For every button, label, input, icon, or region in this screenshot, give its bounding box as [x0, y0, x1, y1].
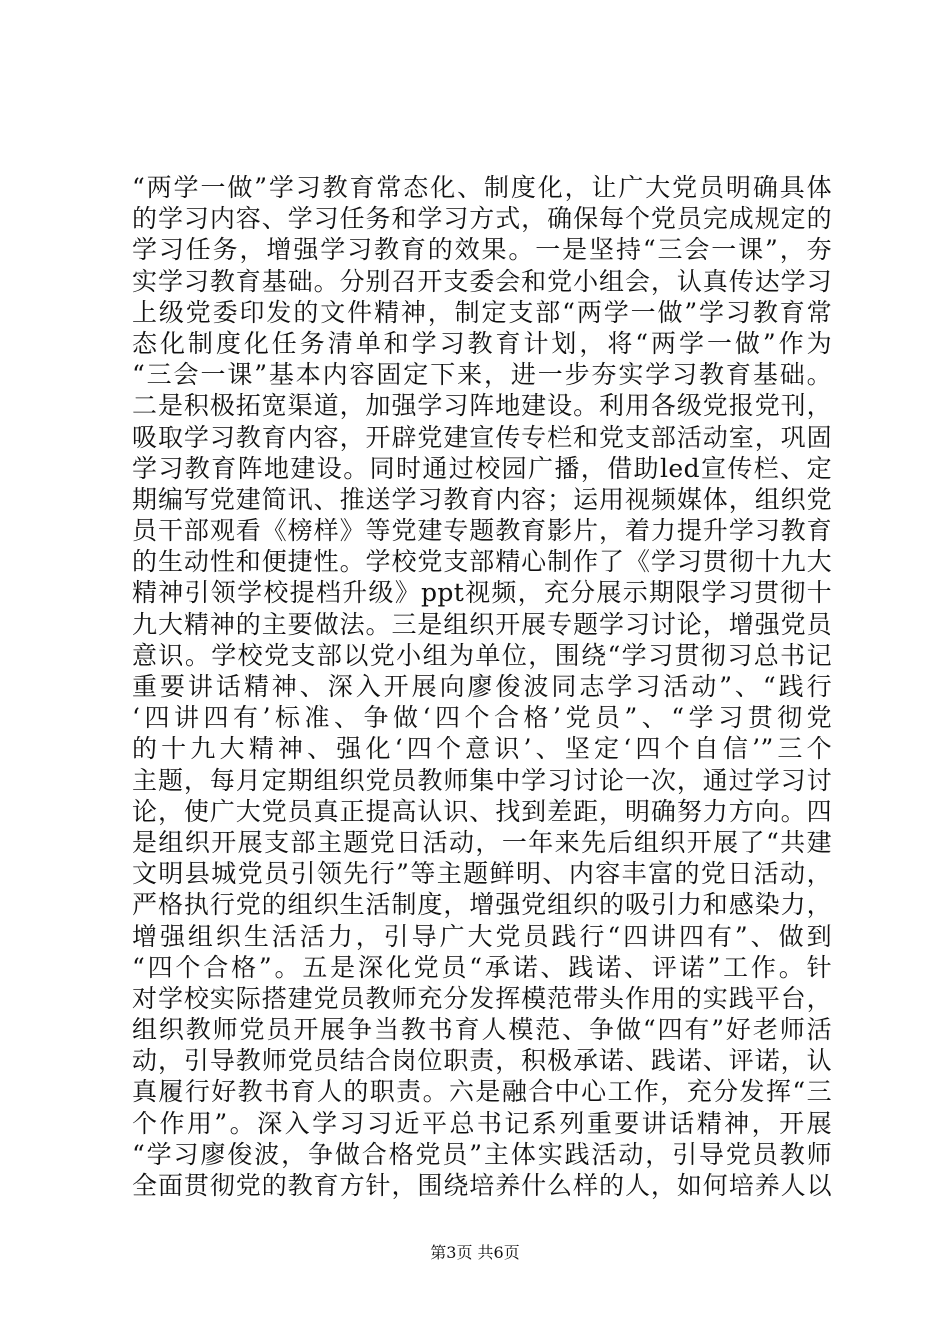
text-line: 学习教育阵地建设。同时通过校园广播，借助led宣传栏、定 — [132, 453, 832, 483]
text-line: 的学习内容、学习任务和学习方式，确保每个党员完成规定的 — [132, 204, 832, 234]
text-line: 真履行好教书育人的职责。六是融合中心工作，充分发挥“三 — [132, 1077, 832, 1107]
text-line: 员干部观看《榜样》等党建专题教育影片，着力提升学习教育 — [132, 516, 832, 546]
text-line: “三会一课”基本内容固定下来，进一步夯实学习教育基础。 — [132, 360, 832, 390]
text-line: 对学校实际搭建党员教师充分发挥模范带头作用的实践平台， — [132, 983, 832, 1013]
text-line: 吸取学习教育内容，开辟党建宣传专栏和党支部活动室，巩固 — [132, 422, 832, 452]
text-line: “四个合格”。五是深化党员“承诺、践诺、评诺”工作。针 — [132, 952, 832, 982]
body-paragraph — [132, 172, 832, 1201]
text-line: 二是积极拓宽渠道，加强学习阵地建设。利用各级党报党刊， — [132, 391, 832, 421]
text-line: 动，引导教师党员结合岗位职责，积极承诺、践诺、评诺，认 — [132, 1046, 832, 1076]
text-line: 重要讲话精神、深入开展向廖俊波同志学习活动”、“践行 — [132, 672, 832, 701]
text-line: 九大精神的主要做法。三是组织开展专题学习讨论，增强党员 — [132, 609, 832, 639]
text-line: 意识。学校党支部以党小组为单位，围绕“学习贯彻习总书记 — [132, 640, 832, 670]
text-line: “两学一做”学习教育常态化、制度化，让广大党员明确具体 — [132, 173, 832, 202]
text-line: 是组织开展支部主题党日活动，一年来先后组织开展了“共建 — [132, 827, 832, 857]
text-line: 全面贯彻党的教育方针，围绕培养什么样的人，如何培养人以 — [132, 1171, 832, 1200]
text-line: 组织教师党员开展争当教书育人模范、争做“四有”好老师活 — [132, 1015, 832, 1045]
page-number-footer: 第3页 共6页 — [430, 1243, 520, 1262]
text-line: 的十九大精神、强化‘四个意识’、坚定‘四个自信’”三个 — [132, 734, 832, 764]
text-line: 个作用”。深入学习习近平总书记系列重要讲话精神，开展 — [132, 1108, 832, 1138]
text-line: 增强组织生活活力，引导广大党员践行“四讲四有”、做到 — [132, 921, 832, 951]
text-line: 论，使广大党员真正提高认识、找到差距，明确努力方向。四 — [132, 796, 832, 826]
text-line: ‘四讲四有’标准、争做‘四个合格’党员”、“学习贯彻党 — [132, 703, 832, 733]
text-line: 期编写党建简讯、推送学习教育内容；运用视频媒体，组织党 — [132, 484, 832, 514]
text-line: 实学习教育基础。分别召开支委会和党小组会，认真传达学习 — [132, 266, 832, 296]
text-line: 学习任务，增强学习教育的效果。一是坚持“三会一课”，夯 — [132, 235, 832, 265]
text-line: 主题，每月定期组织党员教师集中学习讨论一次，通过学习讨 — [132, 765, 832, 795]
text-line: “学习廖俊波，争做合格党员”主体实践活动，引导党员教师 — [132, 1139, 832, 1169]
text-line: 精神引领学校提档升级》ppt视频，充分展示期限学习贯彻十 — [132, 578, 832, 608]
text-line: 文明县城党员引领先行”等主题鲜明、内容丰富的党日活动， — [132, 859, 832, 889]
text-line: 的生动性和便捷性。学校党支部精心制作了《学习贯彻十九大 — [132, 547, 832, 577]
text-line: 上级党委印发的文件精神，制定支部“两学一做”学习教育常 — [132, 297, 832, 327]
text-line: 严格执行党的组织生活制度，增强党组织的吸引力和感染力， — [132, 890, 832, 920]
text-line: 态化制度化任务清单和学习教育计划，将“两学一做”作为 — [132, 328, 832, 358]
